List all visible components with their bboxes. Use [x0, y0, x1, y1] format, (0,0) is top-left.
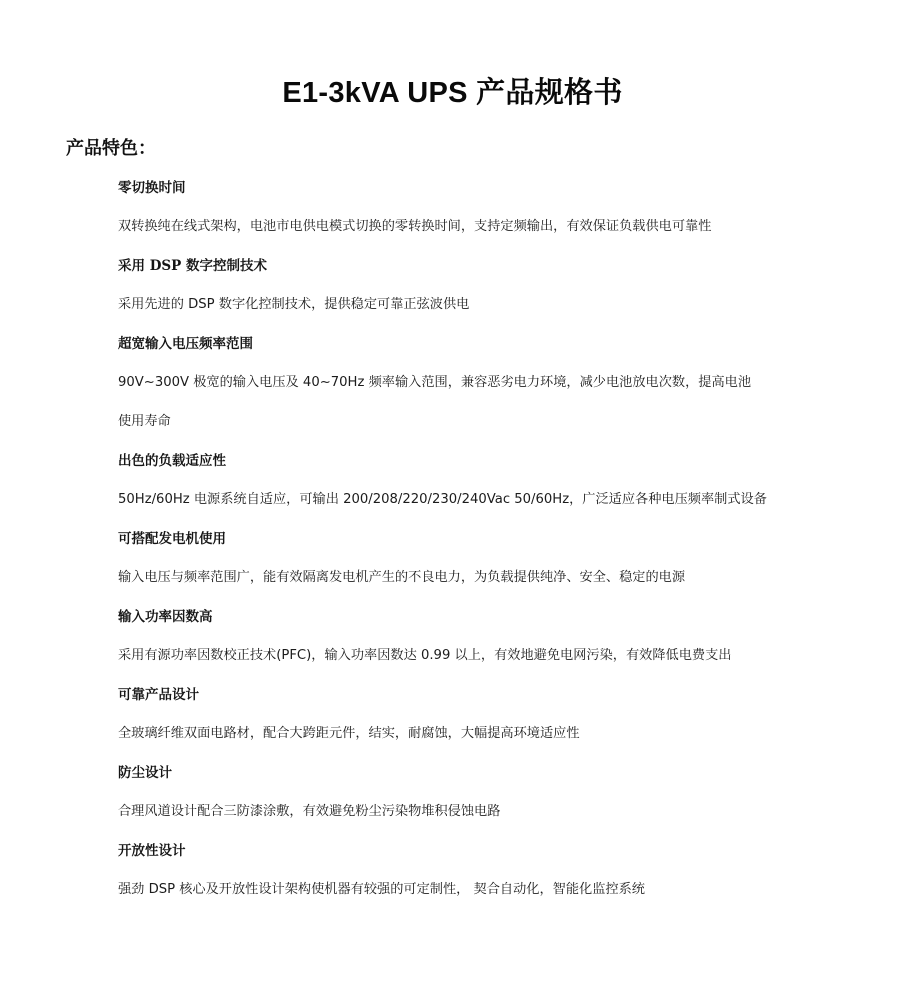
feature-description-line: 强劲 DSP 核心及开放性设计架构使机器有较强的可定制性， 契合自动化，智能化监控系统	[118, 882, 645, 897]
feature-description	[118, 285, 818, 324]
feature-description-line: 采用有源功率因数校正技术(PFC)，输入功率因数达 0.99 以上，有效地避免电网污染，有效降低电费支出	[118, 648, 732, 663]
feature-item	[118, 841, 818, 909]
feature-list	[118, 178, 818, 919]
feature-description	[118, 636, 818, 675]
feature-description-line: 全玻璃纤维双面电路材，配合大跨距元件，结实，耐腐蚀，大幅提高环境适应性	[118, 726, 580, 741]
feature-description	[118, 207, 818, 246]
section-heading-product-features: 产品特色：	[66, 138, 156, 159]
feature-description	[118, 480, 818, 519]
feature-title: 出色的负载适应性	[118, 453, 226, 469]
feature-description	[118, 792, 818, 831]
feature-description	[118, 714, 818, 753]
feature-title: 输入功率因数高	[118, 609, 213, 625]
feature-title: 零切换时间	[118, 180, 186, 196]
document-title: E1-3kVA UPS 产品规格书	[282, 77, 623, 109]
feature-item	[118, 529, 818, 597]
feature-title: 超宽输入电压频率范围	[118, 336, 253, 352]
feature-description	[118, 870, 818, 909]
feature-description-line: 使用寿命	[118, 414, 171, 429]
feature-title: 可靠产品设计	[118, 687, 199, 703]
feature-description-line: 输入电压与频率范围广，能有效隔离发电机产生的不良电力，为负载提供纯净、安全、稳定的电源	[118, 570, 686, 585]
feature-item	[118, 763, 818, 831]
feature-item	[118, 178, 818, 246]
feature-description	[118, 363, 818, 441]
feature-item	[118, 451, 818, 519]
feature-description-line: 采用先进的 DSP 数字化控制技术，提供稳定可靠正弦波供电	[118, 297, 470, 312]
feature-item	[118, 334, 818, 441]
feature-title: 采用 DSP 数字控制技术	[118, 258, 268, 274]
feature-description-line: 50Hz/60Hz 电源系统自适应，可输出 200/208/220/230/240Vac 50/60Hz，广泛适应各种电压频率制式设备	[118, 492, 767, 507]
feature-description-line: 合理风道设计配合三防漆涂敷，有效避免粉尘污染物堆积侵蚀电路	[118, 804, 501, 819]
feature-title: 开放性设计	[118, 843, 186, 859]
feature-item	[118, 256, 818, 324]
feature-item	[118, 607, 818, 675]
feature-description-line: 双转换纯在线式架构，电池市电供电模式切换的零转换时间，支持定频输出，有效保证负载供电可靠性	[118, 219, 712, 234]
feature-description-line: 90V~300V 极宽的输入电压及 40~70Hz 频率输入范围，兼容恶劣电力环境，减少电池放电次数，提高电池	[118, 375, 752, 390]
feature-item	[118, 685, 818, 753]
feature-description	[118, 558, 818, 597]
feature-title: 防尘设计	[118, 765, 172, 781]
feature-title: 可搭配发电机使用	[118, 531, 226, 547]
